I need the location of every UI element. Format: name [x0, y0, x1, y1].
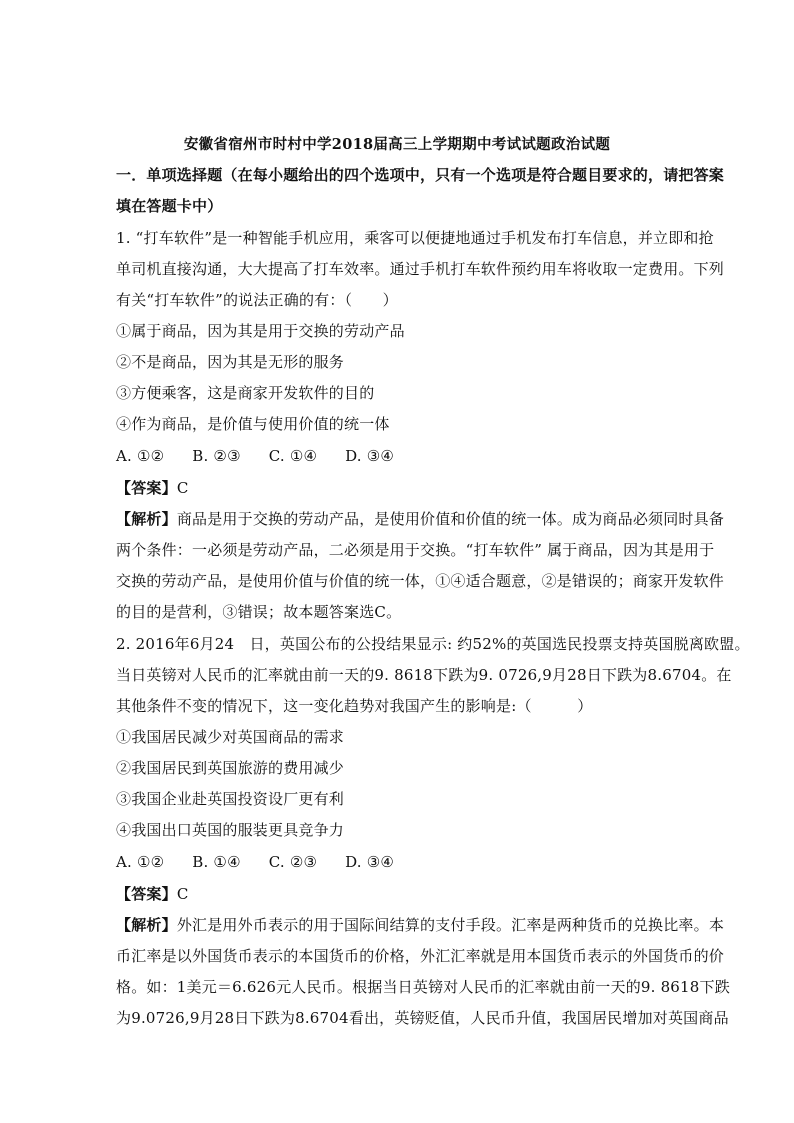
section-heading-line-2: 填在答题卡中）: [116, 197, 223, 215]
document-title: 安徽省宿州市时村中学2018届高三上学期期中考试试题政治试题: [183, 136, 611, 153]
q2-stem-line-3: 其他条件不变的情况下，这一变化趋势对我国产生的影响是:（ ）: [116, 697, 593, 715]
q2-options: [116, 852, 686, 872]
q1-option-d: D. ③④: [345, 447, 395, 465]
q2-item-1: ①我国居民减少对英国商品的需求: [116, 728, 345, 746]
q1-analysis-line-4: 的目的是营利，③错误；故本题答案选C。: [116, 603, 402, 621]
q2-stem-line-1: 2. 2016年6月24 日，英国公布的公投结果显示: 约52%的英国选民投票支持英国脱离欧盟。: [116, 635, 750, 653]
q2-item-2: ②我国居民到英国旅游的费用减少: [116, 759, 345, 777]
q2-analysis-line-1: 【解析】外汇是用外币表示的用于国际间结算的支付手段。汇率是两种货币的兑换比率。本: [116, 916, 725, 934]
q1-item-3: ③方便乘客，这是商家开发软件的目的: [116, 384, 375, 402]
answer-tag: 【答案】: [116, 885, 177, 903]
q2-item-3: ③我国企业赴英国投资设厂更有利: [116, 790, 345, 808]
q2-option-a: A. ①②: [116, 853, 165, 871]
q1-stem-line-3: 有关“打车软件”的说法正确的有：（ ）: [116, 291, 398, 309]
analysis-tag: 【解析】: [116, 510, 177, 528]
q1-answer-value: C: [176, 479, 189, 497]
q2-analysis-line-3: 格。如：1美元＝6.626元人民币。根据当日英镑对人民币的汇率就由前一天的9. 8618下跌: [116, 978, 730, 996]
q1-item-2: ②不是商品，因为其是无形的服务: [116, 353, 345, 371]
q1-option-c: C. ①④: [268, 447, 318, 465]
q2-answer: [116, 884, 686, 904]
q2-answer-value: C: [176, 885, 189, 903]
q1-analysis-line-3: 交换的劳动产品，是使用价值与价值的统一体，①④适合题意，②是错误的；商家开发软件: [116, 572, 725, 590]
q1-analysis-line-2: 两个条件：一必须是劳动产品，二必须是用于交换。“打车软件” 属于商品，因为其是用于: [116, 541, 715, 559]
q2-option-b: B. ①④: [192, 853, 241, 871]
q1-option-a: A. ①②: [116, 447, 165, 465]
q1-item-4: ④作为商品，是价值与使用价值的统一体: [116, 415, 390, 433]
q1-item-1: ①属于商品，因为其是用于交换的劳动产品: [116, 322, 405, 340]
q2-option-c: C. ②③: [268, 853, 318, 871]
q2-item-4: ④我国出口英国的服装更具竞争力: [116, 821, 345, 839]
q1-answer: [116, 478, 686, 498]
section-heading-line-1: 一．单项选择题（在每小题给出的四个选项中，只有一个选项是符合题目要求的，请把答案: [116, 166, 725, 184]
q2-stem-line-2: 当日英镑对人民币的汇率就由前一天的9. 8618下跌为9. 0726,9月28日下跌为8.6704。在: [116, 666, 732, 684]
q1-options: [116, 446, 686, 466]
q1-stem-line-1: 1. “打车软件”是一种智能手机应用，乘客可以便捷地通过手机发布打车信息，并立即和抢: [116, 229, 714, 247]
q2-analysis-line-4: 为9.0726,9月28日下跌为8.6704看出，英镑贬值，人民币升值，我国居民增加对英国商品: [116, 1009, 729, 1027]
q1-analysis-line-1: 【解析】商品是用于交换的劳动产品，是使用价值和价值的统一体。成为商品必须同时具备: [116, 510, 725, 528]
analysis-tag: 【解析】: [116, 916, 177, 934]
q2-analysis-line-2: 币汇率是以外国货币表示的本国货币的价格，外汇汇率就是用本国货币表示的外国货币的价: [116, 947, 725, 965]
q1-stem-line-2: 单司机直接沟通，大大提高了打车效率。通过手机打车软件预约用车将收取一定费用。下列: [116, 260, 725, 278]
q1-option-b: B. ②③: [192, 447, 241, 465]
q2-option-d: D. ③④: [345, 853, 395, 871]
answer-tag: 【答案】: [116, 479, 177, 497]
